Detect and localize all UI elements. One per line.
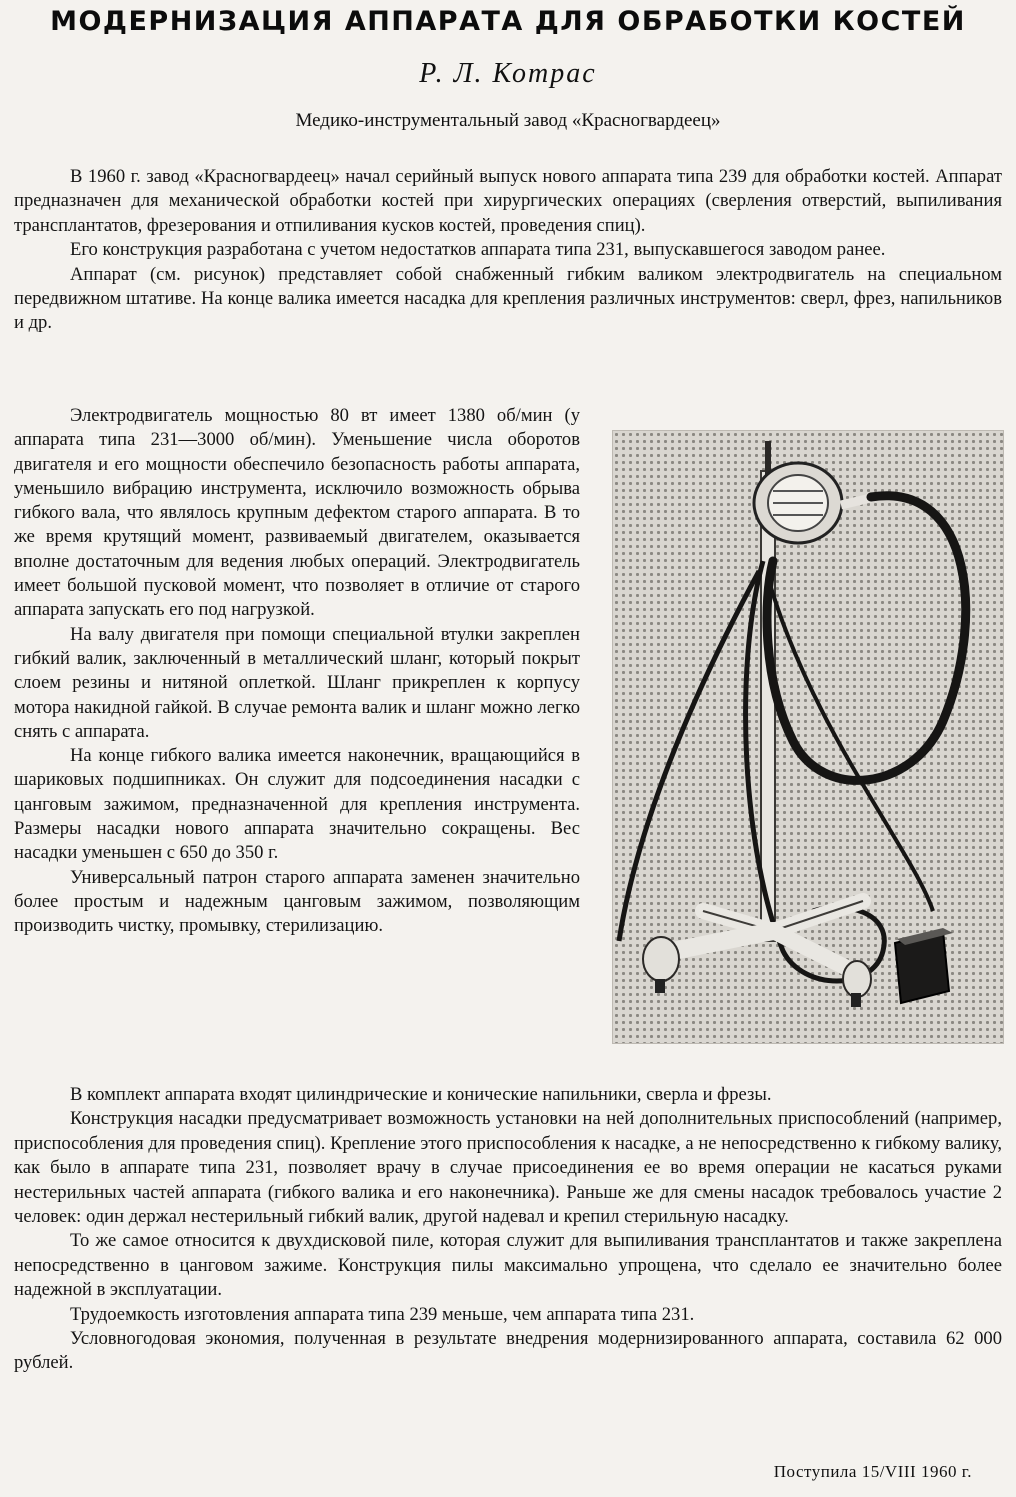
paragraph: Трудоемкость изготовления аппарата типа 239 меньше, чем аппарата типа 231.	[70, 1303, 695, 1325]
paragraph: В 1960 г. завод «Красногвардеец» начал серийный выпуск нового аппарата типа 239 для обработки костей. Аппарат предназначен для механической обработки костей при хирургических операциях (сверления отверстий, выпиливания трансплантатов, фрезерования и отпиливания кусков костей, проведения спиц).	[14, 166, 1002, 236]
affiliation: Медико-инструментальный завод «Красногвардеец»	[295, 110, 721, 131]
received-date: Поступила 15/VIII 1960 г.	[773, 1462, 972, 1481]
author-name: Р. Л. Котрас	[419, 58, 597, 89]
closing-text-block	[14, 1083, 1002, 1376]
paragraph: Универсальный патрон старого аппарата заменен значительно более простым и надежным цанговым зажимом, позволяющим производить чистку, промывку, стерилизацию.	[14, 866, 580, 937]
apparatus-photo	[612, 430, 1004, 1044]
paragraph: Его конструкция разработана с учетом недостатков аппарата типа 231, выпускавшегося заводом ранее.	[70, 239, 886, 261]
article-title: МОДЕРНИЗАЦИЯ АППАРАТА ДЛЯ ОБРАБОТКИ КОСТЕЙ	[50, 6, 966, 37]
paragraph: Аппарат (см. рисунок) представляет собой снабженный гибким валиком электродвигатель на специальном передвижном штативе. На конце валика имеется насадка для крепления различных инструментов: сверл, фрез, напильников и др.	[14, 263, 1002, 334]
paragraph: Условногодовая экономия, полученная в результате внедрения модернизированного аппарата, составила 62 000 рублей.	[14, 1328, 1002, 1374]
intro-text-block	[14, 165, 1002, 336]
paragraph: На конце гибкого валика имеется наконечник, вращающийся в шариковых подшипниках. Он служит для подсоединения насадки с цанговым зажимом, предназначенной для крепления инструмента. Размеры насадки нового аппарата значительно сокращены. Вес насадки уменьшен с 650 до 350 г.	[14, 745, 580, 864]
paragraph: На валу двигателя при помощи специальной втулки закреплен гибкий валик, заключенный в металлический шланг, который покрыт слоем резины и нитяной оплеткой. Шланг прикреплен к корпусу мотора накидной гайкой. В случае ремонта валик и шланг можно легко снять с аппарата.	[14, 623, 580, 742]
left-column-text-block	[14, 404, 580, 939]
paragraph: Электродвигатель мощностью 80 вт имеет 1380 об/мин (у аппарата типа 231—3000 об/мин). Уменьшение числа оборотов двигателя и его мощности обеспечило безопасность работы аппарата, уменьшило вибрацию инструмента, исключило возможность обрыва гибкого вала, что являлось крупным дефектом старого аппарата. В то же время крутящий момент, развиваемый двигателем, оказывается вполне достаточным для ведения любых операций. Электродвигатель имеет большой пусковой момент, что позволяет в отличие от старого аппарата запускать его под нагрузкой.	[14, 405, 580, 621]
paragraph: То же самое относится к двухдисковой пиле, которая служит для выпиливания трансплантатов и также закреплена непосредственно в цанговом зажиме. Конструкция пилы максимально упрощена, что сделало ее значительно более надежной в эксплуатации.	[14, 1230, 1002, 1301]
paragraph: В комплект аппарата входят цилиндрические и конические напильники, сверла и фрезы.	[70, 1084, 772, 1105]
paragraph: Конструкция насадки предусматривает возможность установки на ней дополнительных приспособлений (например, приспособления для проведения спиц). Крепление этого приспособления к насадке, а не непосредственно к гибкому валику, как было в аппарате типа 231, позволяет врачу в случае присоединения ее во время операции не касаться руками нестерильных частей аппарата (гибкого валика и его наконечника). Раньше же для смены насадок требовалось участие 2 человек: один держал нестерильный гибкий валик, другой надевал и крепил стерильную насадку.	[14, 1108, 1002, 1228]
